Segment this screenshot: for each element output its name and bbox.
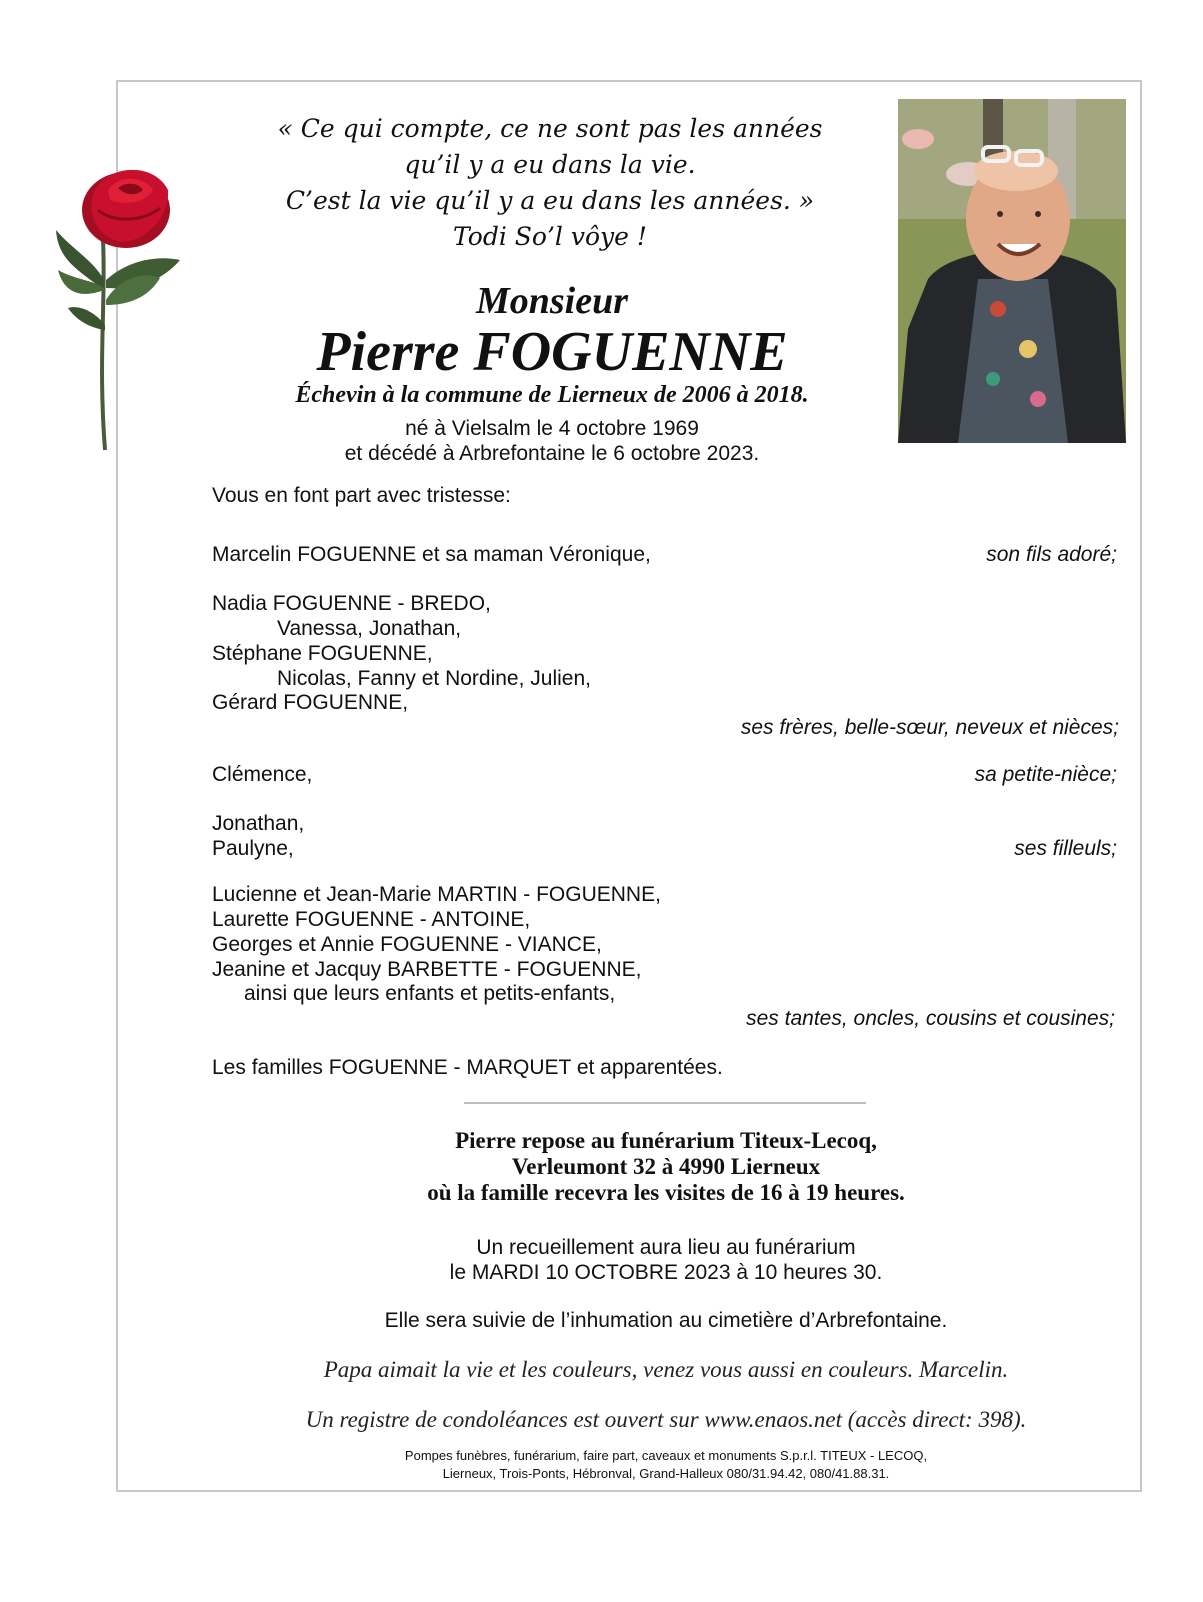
portrait-photo bbox=[898, 99, 1126, 443]
sibling-line: Stéphane FOGUENNE, bbox=[212, 642, 433, 665]
birth-line: né à Vielsalm le 4 octobre 1969 bbox=[405, 417, 699, 440]
sibling-line: Nadia FOGUENNE - BREDO, bbox=[212, 592, 491, 615]
quote-line: Todi So’l vôye ! bbox=[453, 222, 647, 251]
rose-icon bbox=[48, 160, 188, 455]
funerarium-line: où la famille recevra les visites de 16 à 19 heures. bbox=[427, 1180, 905, 1205]
relative-line: Georges et Annie FOGUENNE - VIANCE, bbox=[212, 933, 602, 956]
families-line: Les familles FOGUENNE - MARQUET et apparentées. bbox=[212, 1056, 723, 1079]
quote-line: C’est la vie qu’il y a eu dans les années. » bbox=[285, 186, 815, 215]
sibling-line: Gérard FOGUENNE, bbox=[212, 691, 409, 714]
honorific: Monsieur bbox=[475, 280, 629, 322]
relative-line: ainsi que leurs enfants et petits-enfants, bbox=[244, 982, 616, 1005]
siblings-relation: ses frères, belle-sœur, neveux et nièces; bbox=[740, 716, 1119, 739]
relatives-relation: ses tantes, oncles, cousins et cousines; bbox=[746, 1007, 1115, 1030]
deceased-role: Échevin à la commune de Lierneux de 2006 à 2018. bbox=[295, 382, 809, 408]
sibling-line: Vanessa, Jonathan, bbox=[277, 617, 462, 640]
quote-line: qu’il y a eu dans la vie. bbox=[404, 150, 696, 179]
life-dates bbox=[250, 416, 854, 466]
footer bbox=[230, 1447, 1102, 1483]
relative-line: Laurette FOGUENNE - ANTOINE, bbox=[212, 908, 531, 931]
footer-line: Lierneux, Trois-Ponts, Hébronval, Grand-Halleux 080/31.94.42, 080/41.88.31. bbox=[442, 1466, 890, 1481]
intro-text: Vous en font part avec tristesse: bbox=[212, 484, 511, 507]
sibling-line: Nicolas, Fanny et Nordine, Julien, bbox=[277, 667, 591, 690]
ceremony-line: Un recueillement aura lieu au funérarium bbox=[476, 1236, 856, 1259]
deceased-name: Pierre FOGUENNE bbox=[316, 321, 788, 383]
quote bbox=[250, 111, 850, 255]
godchildren-relation: ses filleuls; bbox=[1014, 837, 1117, 860]
quote-line: « Ce qui compte, ce ne sont pas les années bbox=[277, 114, 823, 143]
footer-line: Pompes funèbres, funérarium, faire part, caveaux et monuments S.p.r.l. TITEUX - LECOQ, bbox=[404, 1448, 928, 1463]
funerarium-block bbox=[230, 1128, 1102, 1206]
burial-line: Elle sera suivie de l’inhumation au cimetière d’Arbrefontaine. bbox=[384, 1309, 948, 1332]
grandniece-line: Clémence, bbox=[212, 763, 313, 786]
relative-line: Lucienne et Jean-Marie MARTIN - FOGUENNE, bbox=[212, 883, 661, 906]
ceremony-block bbox=[230, 1235, 1102, 1285]
separator-line bbox=[464, 1102, 866, 1104]
ceremony-line: le MARDI 10 OCTOBRE 2023 à 10 heures 30. bbox=[449, 1261, 883, 1284]
godchild-line: Paulyne, bbox=[212, 837, 294, 860]
closing-message: Papa aimait la vie et les couleurs, venez vous aussi en couleurs. Marcelin. bbox=[323, 1357, 1009, 1382]
funerarium-line: Verleumont 32 à 4990 Lierneux bbox=[511, 1154, 821, 1179]
grandniece-relation: sa petite-nièce; bbox=[974, 763, 1117, 786]
son-line: Marcelin FOGUENNE et sa maman Véronique, bbox=[212, 543, 651, 566]
relative-line: Jeanine et Jacquy BARBETTE - FOGUENNE, bbox=[212, 958, 642, 981]
godchild-line: Jonathan, bbox=[212, 812, 305, 835]
death-line: et décédé à Arbrefontaine le 6 octobre 2023. bbox=[344, 442, 760, 465]
funerarium-line: Pierre repose au funérarium Titeux-Lecoq, bbox=[455, 1128, 877, 1153]
registry-line: Un registre de condoléances est ouvert sur www.enaos.net (accès direct: 398). bbox=[305, 1407, 1027, 1432]
son-relation: son fils adoré; bbox=[986, 543, 1117, 566]
